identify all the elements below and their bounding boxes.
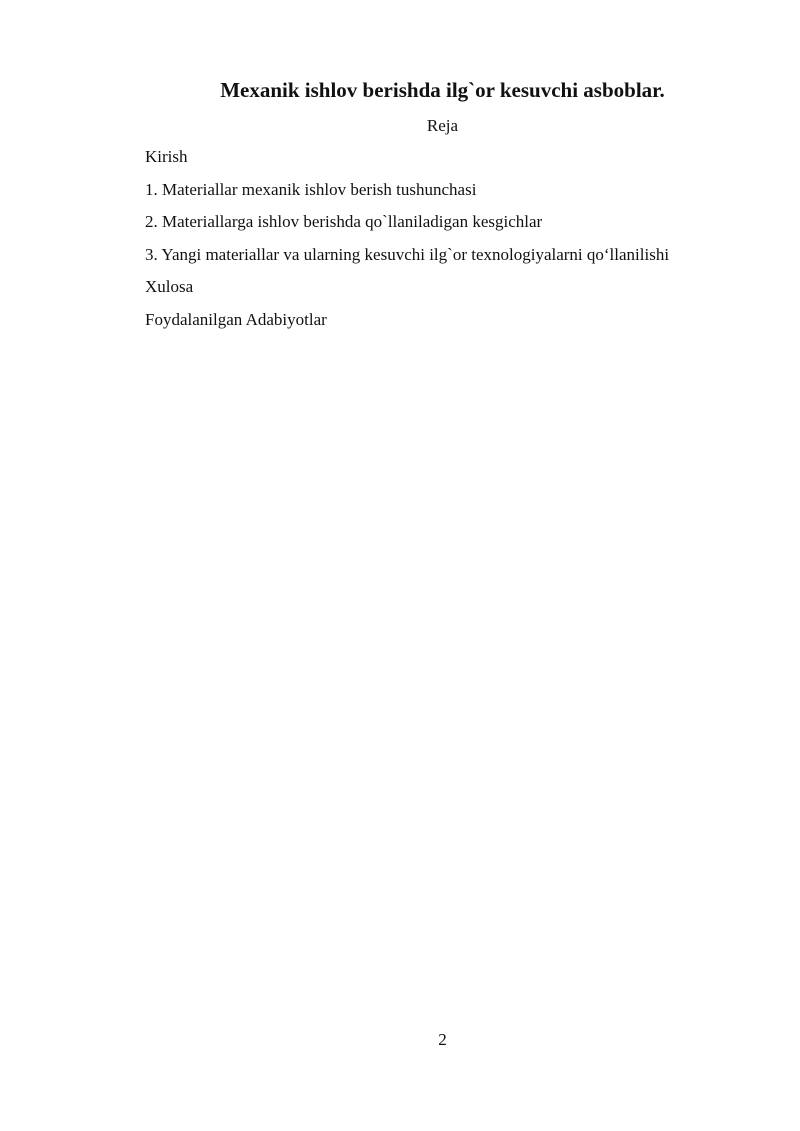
page-number: 2 — [438, 1030, 447, 1049]
document-title: Mexanik ishlov berishda ilg`or kesuvchi asboblar. — [220, 78, 665, 102]
toc-item-conclusion: Xulosa — [145, 277, 194, 296]
toc-item-2: 2. Materiallarga ishlov berishda qo`llaniladigan kesgichlar — [145, 212, 543, 231]
toc-item-introduction: Kirish — [145, 147, 188, 166]
toc-item-references: Foydalanilgan Adabiyotlar — [145, 309, 327, 329]
toc-item-1: 1. Materiallar mexanik ishlov berish tushunchasi — [145, 179, 477, 199]
toc-item-3: 3. Yangi materiallar va ularning kesuvchi ilg`or texnologiyalarni qo‘llanilishi — [145, 244, 670, 264]
plan-heading: Reja — [426, 116, 459, 135]
table-of-contents — [145, 145, 765, 340]
